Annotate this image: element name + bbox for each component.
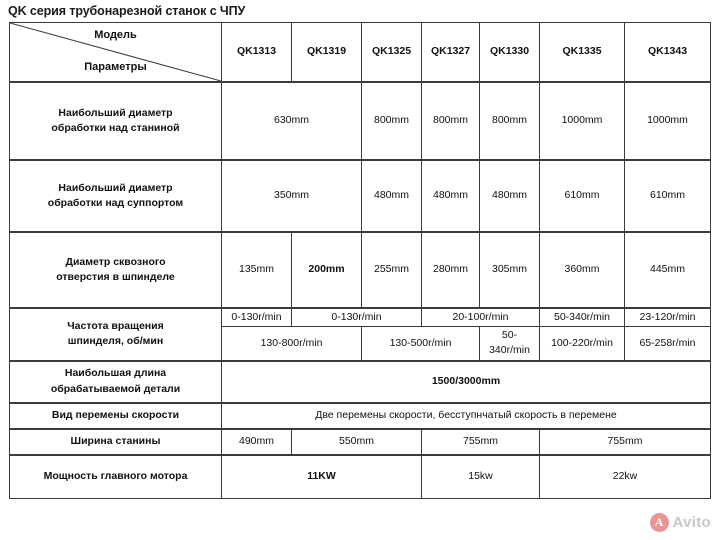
cell-r0-c3: 800mm bbox=[422, 82, 480, 160]
row-label-line1: Наибольший диаметр bbox=[58, 106, 173, 119]
model-header-qk1319: QK1319 bbox=[292, 23, 362, 83]
row-label-max-diameter-over-carriage bbox=[10, 160, 222, 232]
cell-r3-bot-c2: 50-340r/min bbox=[480, 327, 540, 361]
model-header-qk1330: QK1330 bbox=[480, 23, 540, 83]
row-label-max-workpiece-length bbox=[10, 361, 222, 403]
row-label-line1: Мощность главного мотора bbox=[43, 470, 188, 483]
cell-r1-c3: 480mm bbox=[422, 160, 480, 232]
row-label-line2: обработки над станиной bbox=[51, 122, 180, 134]
table-header-row bbox=[10, 23, 711, 83]
cell-r6-c0: 490mm bbox=[222, 429, 292, 455]
spec-table-container bbox=[9, 22, 710, 499]
cell-r0-c5: 1000mm bbox=[540, 82, 625, 160]
model-header-qk1325: QK1325 bbox=[362, 23, 422, 83]
cell-r0-c0: 630mm bbox=[222, 82, 362, 160]
row-label-main-motor-power bbox=[10, 455, 222, 499]
cell-r1-c4: 480mm bbox=[480, 160, 540, 232]
row-label-line1: Диаметр сквозного bbox=[65, 255, 166, 268]
model-header-qk1327: QK1327 bbox=[422, 23, 480, 83]
table-row bbox=[10, 308, 711, 327]
cell-r0-c2: 800mm bbox=[362, 82, 422, 160]
cell-r1-c5: 610mm bbox=[540, 160, 625, 232]
cell-r2-c1: 200mm bbox=[292, 232, 362, 308]
cell-r6-c2: 755mm bbox=[422, 429, 540, 455]
cell-r3-top-c4: 23-120r/min bbox=[625, 308, 711, 327]
row-label-bed-width bbox=[10, 429, 222, 455]
row-label-line2: обрабатываемой детали bbox=[50, 382, 181, 395]
cell-r6-c1: 550mm bbox=[292, 429, 422, 455]
cell-r2-c4: 305mm bbox=[480, 232, 540, 308]
cell-r0-c6: 1000mm bbox=[625, 82, 711, 160]
cell-r1-c0: 350mm bbox=[222, 160, 362, 232]
cell-r3-top-c0: 0-130r/min bbox=[222, 308, 292, 327]
cell-r3-top-c2: 20-100r/min bbox=[422, 308, 540, 327]
table-row bbox=[10, 82, 711, 160]
table-row bbox=[10, 232, 711, 308]
table-row bbox=[10, 361, 711, 403]
row-label-line1: Ширина станины bbox=[70, 435, 161, 448]
cell-r1-c2: 480mm bbox=[362, 160, 422, 232]
model-header-qk1313: QK1313 bbox=[222, 23, 292, 83]
table-row bbox=[10, 429, 711, 455]
model-header-qk1343: QK1343 bbox=[625, 23, 711, 83]
row-label-spindle-speed bbox=[10, 308, 222, 361]
header-corner-cell bbox=[10, 23, 222, 83]
row-label-line2: обработки над суппортом bbox=[47, 197, 184, 209]
row-label-line1: Частота вращения bbox=[67, 320, 164, 333]
cell-r1-c6: 610mm bbox=[625, 160, 711, 232]
row-label-spindle-bore bbox=[10, 232, 222, 308]
cell-r3-top-c1: 0-130r/min bbox=[292, 308, 422, 327]
cell-r6-c3: 755mm bbox=[540, 429, 711, 455]
row-label-line2: шпинделя, об/мин bbox=[67, 335, 164, 348]
cell-r2-c2: 255mm bbox=[362, 232, 422, 308]
cell-r3-bot-c1: 130-500r/min bbox=[362, 327, 480, 361]
row-label-max-diameter-over-bed bbox=[10, 82, 222, 160]
cell-r2-c5: 360mm bbox=[540, 232, 625, 308]
avito-watermark bbox=[650, 513, 711, 532]
avito-watermark-text: Avito bbox=[672, 514, 711, 531]
cell-r4-value: 1500/3000mm bbox=[222, 361, 711, 403]
row-label-line1: Вид перемены скорости bbox=[51, 409, 180, 422]
row-label-line1: Наибольший диаметр bbox=[58, 181, 173, 194]
row-label-line1: Наибольшая длина bbox=[64, 367, 167, 380]
specifications-table bbox=[9, 22, 711, 499]
cell-r7-c0: 11KW bbox=[222, 455, 422, 499]
avito-logo-icon: A bbox=[650, 513, 669, 532]
cell-r3-top-c3: 50-340r/min bbox=[540, 308, 625, 327]
cell-r3-bot-c0: 130-800r/min bbox=[222, 327, 362, 361]
cell-r2-c3: 280mm bbox=[422, 232, 480, 308]
cell-r7-c2: 22kw bbox=[540, 455, 711, 499]
table-row bbox=[10, 160, 711, 232]
header-param-label: Параметры bbox=[84, 61, 147, 74]
page-title: QK серия трубонарезной станок с ЧПУ bbox=[8, 4, 246, 18]
cell-r2-c0: 135mm bbox=[222, 232, 292, 308]
cell-r5-value: Две перемены скорости, бесступнчатый скорость в перемене bbox=[222, 403, 711, 429]
cell-r3-bot-c4: 65-258r/min bbox=[625, 327, 711, 361]
row-label-speed-change-type bbox=[10, 403, 222, 429]
header-model-label: Модель bbox=[94, 29, 137, 41]
table-row bbox=[10, 455, 711, 499]
cell-r3-bot-c3: 100-220r/min bbox=[540, 327, 625, 361]
model-header-qk1335: QK1335 bbox=[540, 23, 625, 83]
table-row bbox=[10, 403, 711, 429]
row-label-line2: отверстия в шпинделе bbox=[56, 271, 175, 283]
cell-r2-c6: 445mm bbox=[625, 232, 711, 308]
cell-r0-c4: 800mm bbox=[480, 82, 540, 160]
cell-r7-c1: 15kw bbox=[422, 455, 540, 499]
